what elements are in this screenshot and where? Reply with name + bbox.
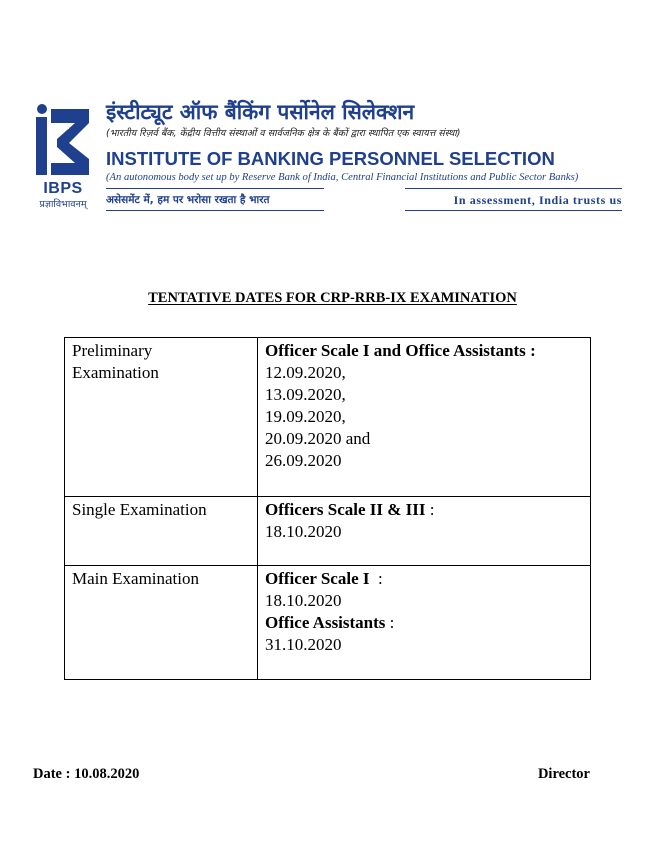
exam-dates-table (64, 337, 591, 680)
ibps-emblem-icon (33, 103, 93, 181)
hindi-motto: असेसमेंट में, हम पर भरोसा रखता है भारत (106, 194, 270, 206)
scale-label: Officers Scale II & III (265, 500, 426, 519)
logo-abbreviation: IBPS (43, 180, 83, 197)
exam-date: 12.09.2020, (265, 363, 346, 382)
table-row (65, 566, 591, 680)
exam-dates-cell (258, 338, 591, 497)
ibps-logo (33, 103, 93, 211)
exam-date: 20.09.2020 and (265, 429, 371, 448)
scale-label: Officer Scale I and Office Assistants (265, 341, 526, 360)
exam-dates-cell (258, 566, 591, 680)
table-row (65, 338, 591, 497)
exam-name-line: Main Examination (72, 569, 200, 588)
logo-tagline: प्रज्ञाविभावनम् (39, 199, 87, 210)
exam-date: 18.10.2020 (265, 591, 342, 610)
exam-name-cell (65, 566, 258, 680)
scale-label-line (265, 612, 584, 634)
exam-name-line: Single Examination (72, 500, 207, 519)
scale-label-line (265, 499, 584, 521)
exam-name-line: Preliminary (72, 341, 153, 360)
english-institute-description: (An autonomous body set up by Reserve Bank of India, Central Financial Institutions and Public Sector Banks) (106, 172, 579, 183)
letterhead-divider-right (405, 188, 622, 189)
hindi-institute-description: (भारतीय रिज़र्व बैंक, केंद्रीय वित्तीय संस्थाओं व सार्वजनिक क्षेत्र के बैंकों द्वारा स्थापित एक स्वायत्त संस्था) (106, 128, 461, 139)
scale-label-line (265, 568, 584, 590)
label-separator: : (385, 613, 395, 632)
motto-underline-right (405, 210, 622, 211)
letterhead-divider-left (106, 188, 324, 189)
issue-date: Date : 10.08.2020 (33, 766, 140, 782)
exam-name-cell (65, 338, 258, 497)
exam-name-cell (65, 497, 258, 566)
exam-dates-cell (258, 497, 591, 566)
signatory: Director (537, 766, 590, 782)
english-motto: In assessment, India trusts us (453, 193, 622, 207)
exam-name-line: Examination (72, 363, 159, 382)
exam-date: 26.09.2020 (265, 451, 342, 470)
label-separator: : (525, 341, 536, 360)
motto-underline-left (106, 210, 324, 211)
exam-date: 13.09.2020, (265, 385, 346, 404)
table-row (65, 497, 591, 566)
scale-label: Office Assistants (265, 613, 386, 632)
hindi-institute-name: इंस्टीट्यूट ऑफ बैंकिंग पर्सोनेल सिलेक्शन (106, 100, 415, 124)
scale-label-line (265, 340, 584, 362)
exam-date: 31.10.2020 (265, 635, 342, 654)
exam-date: 19.09.2020, (265, 407, 346, 426)
english-institute-name: INSTITUTE OF BANKING PERSONNEL SELECTION (106, 148, 555, 169)
exam-date: 18.10.2020 (265, 522, 342, 541)
document-heading: TENTATIVE DATES FOR CRP-RRB-IX EXAMINATION (148, 290, 517, 306)
scale-label: Officer Scale I (265, 569, 370, 588)
label-separator: : (369, 569, 383, 588)
label-separator: : (425, 500, 435, 519)
